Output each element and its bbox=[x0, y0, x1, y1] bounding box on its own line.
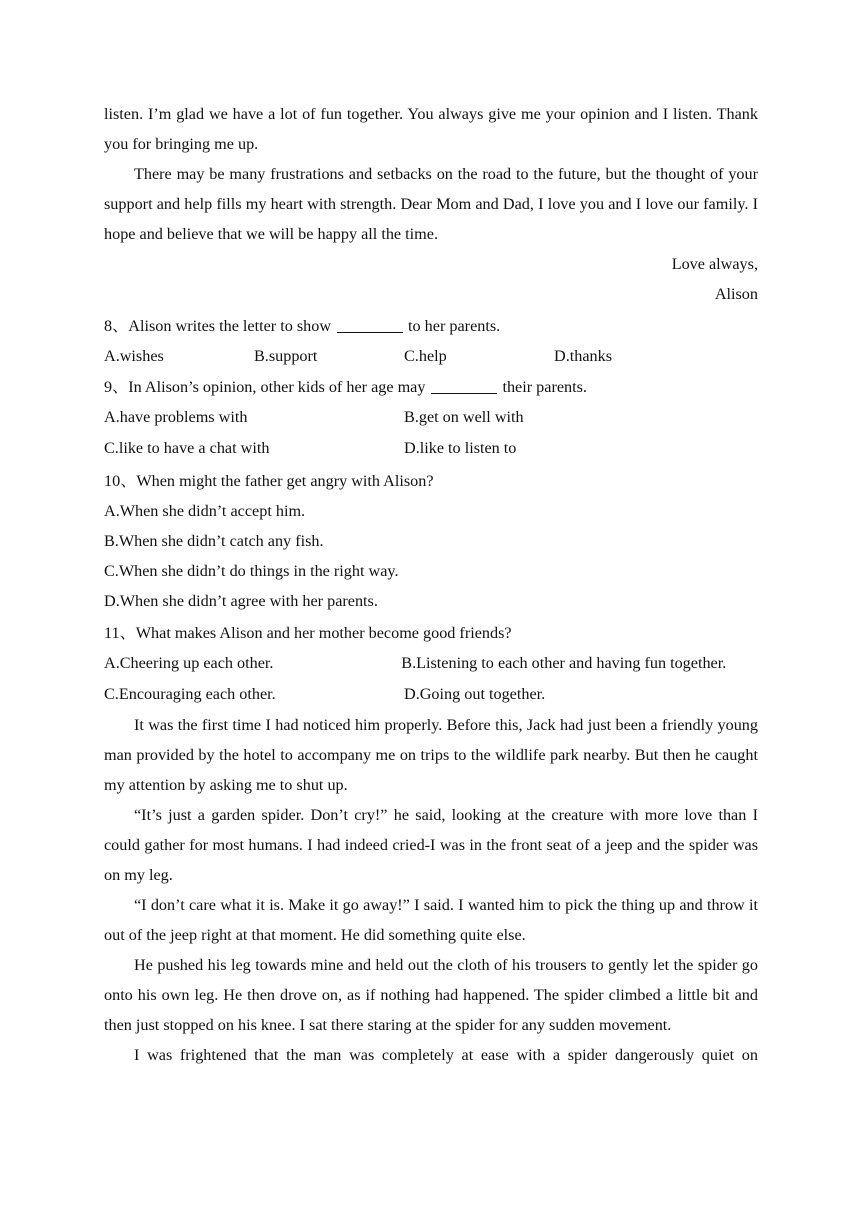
option-a: A.have problems with bbox=[104, 408, 248, 426]
option-a: A.When she didn’t accept him. bbox=[104, 502, 306, 520]
question-8-options bbox=[104, 341, 758, 372]
letter-paragraph: There may be many frustrations and setbacks on the road to the future, but the thought of your support and help fills my heart with strength. Dear Mom and Dad, I love you and I love our family. I hope and believe that we will be happy all the time. bbox=[104, 165, 758, 243]
option-d: D.Going out together. bbox=[404, 685, 546, 703]
question-10: 10、When might the father get angry with Alison? bbox=[104, 472, 434, 490]
letter-closing: Love always, bbox=[671, 255, 758, 273]
question-8 bbox=[104, 311, 758, 341]
question-11-options-row bbox=[104, 648, 758, 679]
question-9-options-row bbox=[104, 402, 758, 433]
option-a: A.wishes bbox=[104, 347, 164, 365]
option-c: C.help bbox=[404, 347, 447, 365]
option-a: A.Cheering up each other. bbox=[104, 654, 274, 672]
answer-blank bbox=[337, 315, 403, 333]
document-content bbox=[104, 99, 758, 1070]
question-text: to her parents. bbox=[408, 317, 501, 335]
question-9 bbox=[104, 372, 758, 402]
option-b: B.Listening to each other and having fun together. bbox=[401, 654, 727, 672]
passage-paragraph: “It’s just a garden spider. Don’t cry!” he said, looking at the creature with more love than I could gather for most humans. I had indeed cried-I was in the front seat of a jeep and the spider was on my leg. bbox=[104, 806, 758, 884]
passage-paragraph: He pushed his leg towards mine and held out the cloth of his trousers to gently let the spider go onto his own leg. He then drove on, as if nothing had happened. The spider climbed a little bit and then just stopped on his knee. I sat there staring at the spider for any sudden movement. bbox=[104, 956, 758, 1034]
option-d: D.When she didn’t agree with her parents. bbox=[104, 592, 378, 610]
letter-paragraph: listen. I’m glad we have a lot of fun together. You always give me your opinion and I listen. Thank you for bringing me up. bbox=[104, 105, 758, 153]
question-text: 9、In Alison’s opinion, other kids of her age may bbox=[104, 378, 426, 396]
passage-paragraph: It was the first time I had noticed him properly. Before this, Jack had just been a friendly young man provided by the hotel to accompany me on trips to the wildlife park nearby. But then he caught my attention by asking me to shut up. bbox=[104, 716, 758, 794]
option-b: B.get on well with bbox=[404, 408, 524, 426]
option-c: C.like to have a chat with bbox=[104, 439, 270, 457]
option-b: B.support bbox=[254, 347, 318, 365]
option-c: C.Encouraging each other. bbox=[104, 685, 276, 703]
passage-paragraph: “I don’t care what it is. Make it go away!” I said. I wanted him to pick the thing up and throw it out of the jeep right at that moment. He did something quite else. bbox=[104, 896, 758, 944]
option-b: B.When she didn’t catch any fish. bbox=[104, 532, 324, 550]
option-d: D.like to listen to bbox=[404, 439, 517, 457]
option-d: D.thanks bbox=[554, 347, 612, 365]
answer-blank bbox=[431, 376, 497, 394]
question-text: their parents. bbox=[502, 378, 587, 396]
passage-paragraph: I was frightened that the man was completely at ease with a spider dangerously quiet on bbox=[134, 1046, 758, 1064]
question-11-options-row bbox=[104, 679, 758, 710]
letter-signature: Alison bbox=[714, 285, 758, 303]
question-9-options-row bbox=[104, 433, 758, 464]
question-text: 8、Alison writes the letter to show bbox=[104, 317, 332, 335]
option-c: C.When she didn’t do things in the right way. bbox=[104, 562, 399, 580]
question-11: 11、What makes Alison and her mother become good friends? bbox=[104, 624, 512, 642]
